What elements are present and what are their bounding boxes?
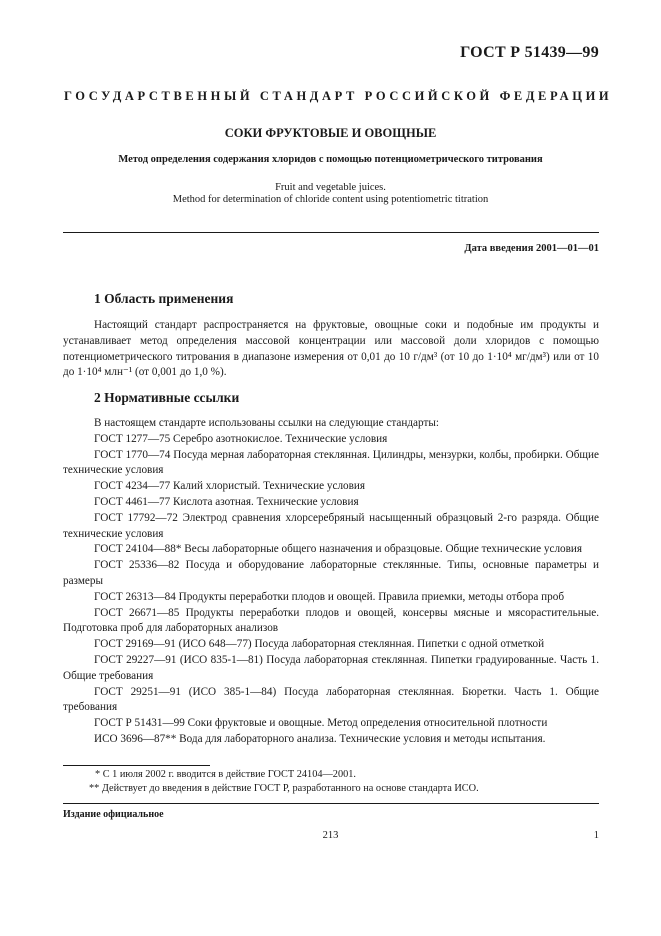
section-2-heading: 2 Нормативные ссылки [94, 390, 240, 405]
section-1-heading: 1 Область применения [94, 291, 234, 306]
reference-item: ГОСТ 26313—84 Продукты переработки плодов и овощей. Правила приемки, методы отбора проб [94, 590, 565, 603]
reference-item: ГОСТ 17792—72 Электрод сравнения хлорсеребряный насыщенный образцовый 2-го разряда. Общие технические условия [63, 511, 599, 540]
reference-item: ГОСТ 29169—91 (ИСО 648—77) Посуда лабораторная стеклянная. Пипетки с одной отметкой [94, 638, 545, 651]
introduction-date: Дата введения 2001—01—01 [464, 243, 599, 254]
standard-subtitle: Метод определения содержания хлоридов с помощью потенциометрического титрования [118, 154, 543, 165]
footer-divider [63, 803, 599, 804]
reference-item: ГОСТ 29251—91 (ИСО 385-1—84) Посуда лабораторная стеклянная. Бюретки. Часть 1. Общие требования [63, 685, 599, 714]
reference-item: ГОСТ 29227—91 (ИСО 835-1—81) Посуда лабораторная стеклянная. Пипетки градуированные. Часть 1. Общие требования [63, 653, 599, 682]
document-code: ГОСТ Р 51439—99 [460, 44, 599, 61]
footnote-1: * С 1 июля 2002 г. вводится в действие ГОСТ 24104—2001. [95, 769, 356, 780]
reference-item: ГОСТ Р 51431—99 Соки фруктовые и овощные. Метод определения относительной плотности [94, 717, 548, 730]
reference-item: ГОСТ 1277—75 Серебро азотнокислое. Технические условия [94, 432, 388, 445]
reference-item: ГОСТ 4234—77 Калий хлористый. Технические условия [94, 480, 366, 493]
standard-title: СОКИ ФРУКТОВЫЕ И ОВОЩНЫЕ [224, 126, 437, 140]
state-standard-title: ГОСУДАРСТВЕННЫЙ СТАНДАРТ РОССИЙСКОЙ ФЕДЕРАЦИИ [64, 89, 613, 103]
normative-references-list [63, 416, 599, 748]
sheet-number: 1 [593, 830, 599, 841]
reference-item: ГОСТ 1770—74 Посуда мерная лабораторная стеклянная. Цилиндры, мензурки, колбы, пробирки. Общие технические условия [63, 448, 599, 477]
footnote-2: ** Действует до введения в действие ГОСТ Р, разработанного на основе стандарта ИСО. [89, 783, 479, 794]
references-intro: В настоящем стандарте использованы ссылки на следующие стандарты: [94, 417, 439, 429]
reference-item: ГОСТ 25336—82 Посуда и оборудование лабораторные стеклянные. Типы, основные параметры и размеры [63, 559, 599, 587]
english-title-line-2: Method for determination of chloride content using potentiometric titration [172, 194, 489, 205]
official-edition-label: Издание официальное [63, 809, 164, 820]
reference-item: ГОСТ 24104—88* Весы лабораторные общего назначения и образцовые. Общие технические условия [94, 543, 583, 556]
reference-item: ИСО 3696—87** Вода для лабораторного анализа. Технические условия и методы испытания. [94, 732, 546, 745]
section-1-paragraph: Настоящий стандарт распространяется на фруктовые, овощные соки и подобные им продукты и устанавливает метод определения массовой концентрации или массовой доли хлоридов с помощью потенциометрического титрования в диапазоне измерения от 0,01 до 10 г/дм³ (от 10 до 1·10⁴ мг/дм³) или от 10 до 1·10⁴ млн⁻¹ (от 0,001 до 1,0 %). [63, 319, 599, 379]
footnote-divider [63, 765, 210, 766]
header-divider [63, 232, 599, 233]
page-number: 213 [322, 830, 339, 841]
english-title-line-1: Fruit and vegetable juices. [275, 182, 386, 193]
reference-item: ГОСТ 4461—77 Кислота азотная. Технические условия [94, 495, 359, 508]
reference-item: ГОСТ 26671—85 Продукты переработки плодов и овощей, консервы мясные и мясорастительные. Подготовка проб для лабораторных анализов [63, 606, 599, 635]
